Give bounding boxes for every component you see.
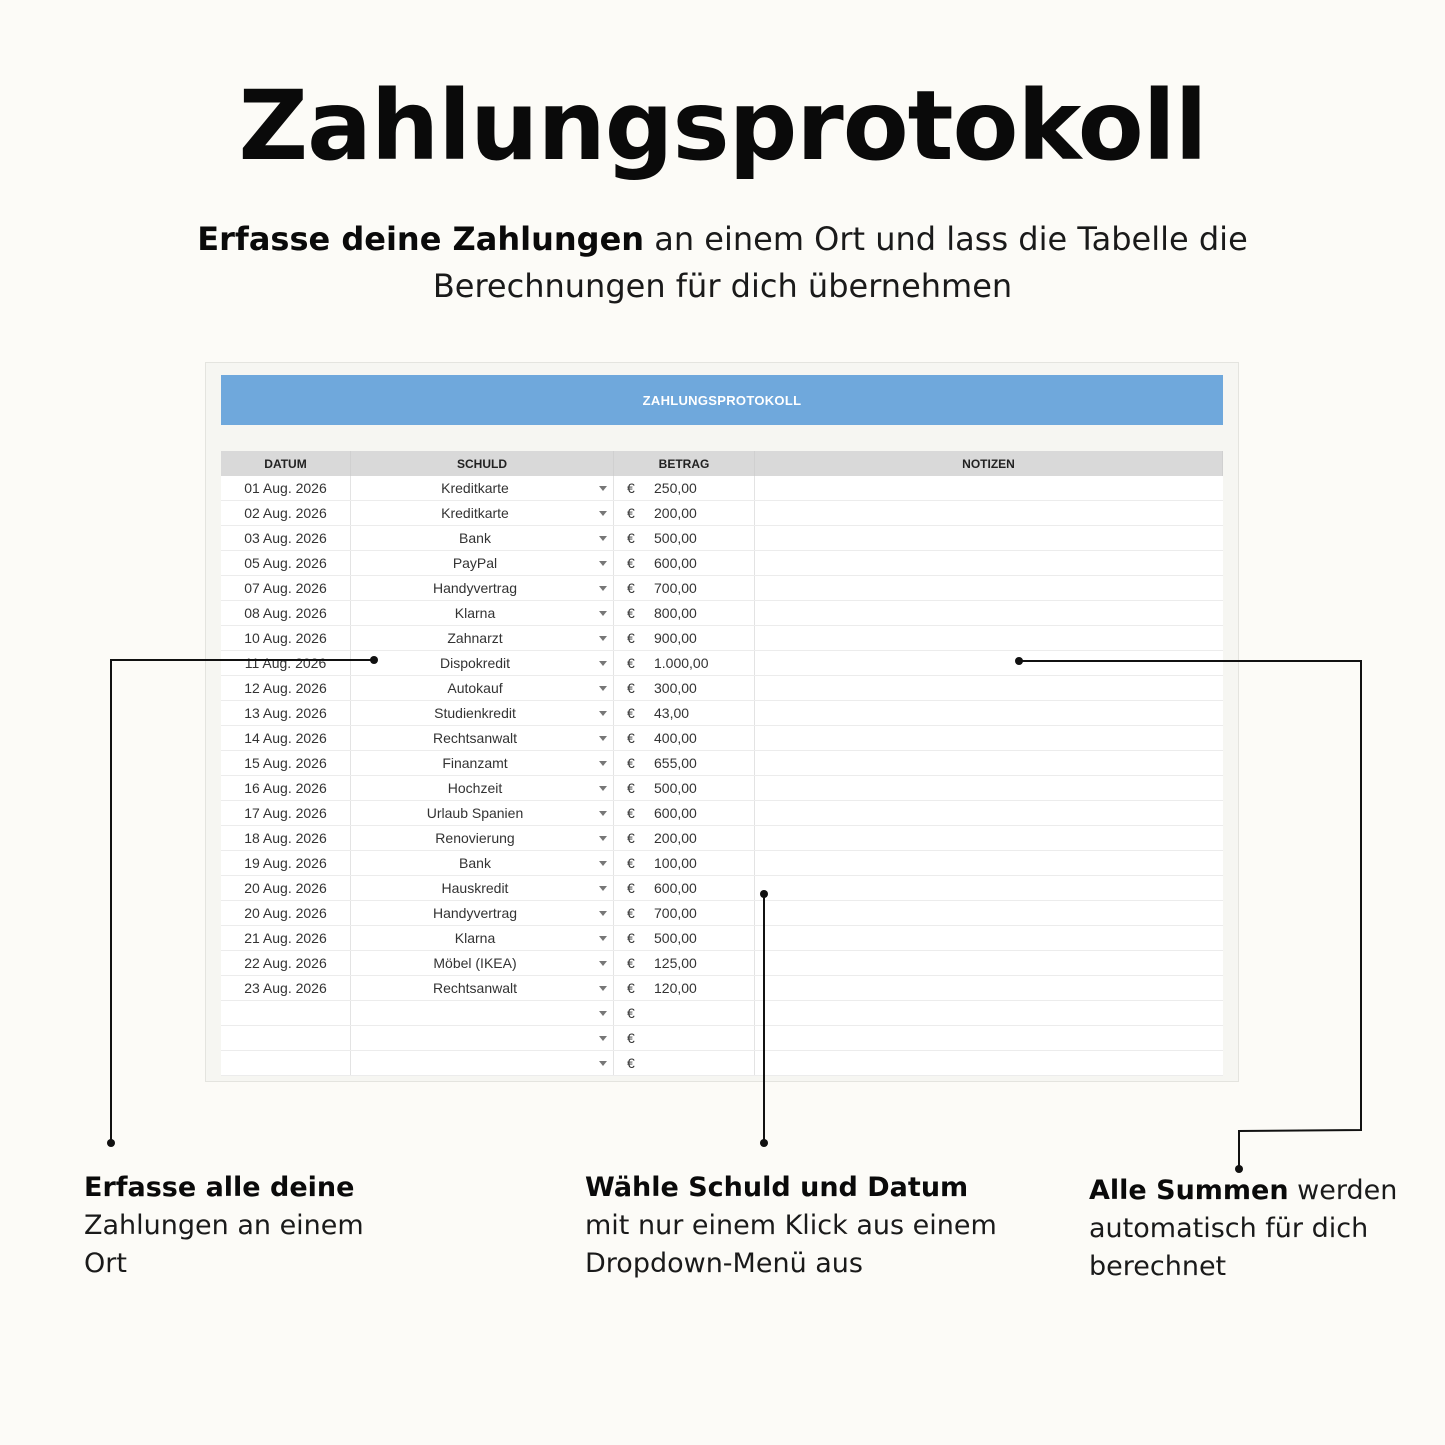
amount-value: 300,00 [654,680,697,696]
date-cell[interactable]: 16 Aug. 2026 [221,776,351,800]
debt-value: Hochzeit [447,780,503,796]
dropdown-arrow-icon[interactable] [599,811,607,816]
currency-symbol: € [627,930,635,946]
table-row [221,751,1223,776]
amount-value: 700,00 [654,905,697,921]
amount-cell[interactable] [614,926,755,950]
dropdown-arrow-icon[interactable] [599,911,607,916]
amount-value: 100,00 [654,855,697,871]
debt-dropdown[interactable] [351,776,614,800]
column-header-date[interactable]: DATUM [221,451,351,476]
amount-value: 500,00 [654,780,697,796]
subtitle-text: an einem Ort und lass die Tabelle die Berechnungen für dich übernehmen [432,220,1248,305]
debt-value: Urlaub Spanien [426,805,524,821]
dropdown-arrow-icon[interactable] [599,611,607,616]
table-row [221,626,1223,651]
date-cell[interactable]: 20 Aug. 2026 [221,901,351,925]
currency-symbol: € [627,730,635,746]
page-subtitle [150,216,1295,310]
debt-value: Finanzamt [442,755,508,771]
date-cell[interactable]: 23 Aug. 2026 [221,976,351,1000]
notes-cell[interactable] [755,1026,1223,1050]
debt-dropdown[interactable] [351,576,614,600]
amount-value: 600,00 [654,880,697,896]
subtitle-bold: Erfasse deine Zahlungen [197,220,645,258]
notes-cell[interactable] [755,601,1223,625]
table-body [221,476,1223,1076]
table-row [221,776,1223,801]
dropdown-arrow-icon[interactable] [599,536,607,541]
currency-symbol: € [627,505,635,521]
table-row [221,651,1223,676]
currency-symbol: € [627,905,635,921]
callout-right [1089,1172,1419,1286]
dropdown-arrow-icon[interactable] [599,936,607,941]
currency-symbol: € [627,805,635,821]
table-row [221,576,1223,601]
debt-value: Autokauf [447,680,503,696]
dropdown-arrow-icon[interactable] [599,886,607,891]
debt-dropdown[interactable] [351,701,614,725]
notes-cell[interactable] [755,876,1223,900]
dropdown-arrow-icon[interactable] [599,686,607,691]
date-cell[interactable]: 10 Aug. 2026 [221,626,351,650]
debt-value: Kreditkarte [441,505,509,521]
dropdown-arrow-icon[interactable] [599,636,607,641]
connector-dot [107,1139,115,1147]
amount-cell[interactable] [614,751,755,775]
debt-value: Bank [459,530,491,546]
date-cell[interactable]: 02 Aug. 2026 [221,501,351,525]
debt-dropdown[interactable] [351,826,614,850]
amount-cell[interactable] [614,476,755,500]
dropdown-arrow-icon[interactable] [599,786,607,791]
table-row [221,501,1223,526]
table-row [221,726,1223,751]
callout-left-text: Zahlungen an einem Ort [84,1210,364,1279]
amount-cell[interactable] [614,601,755,625]
debt-value: PayPal [452,555,498,571]
debt-value: Handyvertrag [432,905,518,921]
notes-cell[interactable] [755,826,1223,850]
notes-cell[interactable] [755,926,1223,950]
currency-symbol: € [627,980,635,996]
currency-symbol: € [627,880,635,896]
table-row [221,601,1223,626]
currency-symbol: € [627,830,635,846]
date-cell[interactable]: 19 Aug. 2026 [221,851,351,875]
sheet-banner: ZAHLUNGSPROTOKOLL [221,375,1223,425]
currency-symbol: € [627,530,635,546]
table-row [221,676,1223,701]
debt-dropdown[interactable] [351,851,614,875]
table-row [221,526,1223,551]
date-cell[interactable]: 20 Aug. 2026 [221,876,351,900]
date-cell[interactable]: 15 Aug. 2026 [221,751,351,775]
spreadsheet-preview [205,362,1239,1082]
amount-cell[interactable] [614,851,755,875]
notes-cell[interactable] [755,901,1223,925]
date-cell[interactable] [221,1001,351,1025]
amount-cell[interactable] [614,726,755,750]
notes-cell[interactable] [755,951,1223,975]
debt-dropdown[interactable] [351,676,614,700]
notes-cell[interactable] [755,626,1223,650]
notes-cell[interactable] [755,651,1223,675]
notes-cell[interactable] [755,676,1223,700]
dropdown-arrow-icon[interactable] [599,961,607,966]
amount-cell[interactable] [614,676,755,700]
amount-value: 500,00 [654,930,697,946]
amount-value: 200,00 [654,830,697,846]
currency-symbol: € [627,755,635,771]
table-row [221,551,1223,576]
amount-cell[interactable] [614,976,755,1000]
notes-cell[interactable] [755,501,1223,525]
debt-dropdown[interactable] [351,726,614,750]
debt-value: Handyvertrag [432,580,518,596]
debt-dropdown[interactable] [351,1001,614,1025]
debt-dropdown[interactable] [351,926,614,950]
currency-symbol: € [627,580,635,596]
callout-right-bold: Alle Summen [1089,1175,1289,1206]
notes-cell[interactable] [755,851,1223,875]
amount-value: 600,00 [654,555,697,571]
callout-left [84,1169,384,1283]
date-cell[interactable]: 17 Aug. 2026 [221,801,351,825]
connector-dot [760,1139,768,1147]
currency-symbol: € [627,655,635,671]
currency-symbol: € [627,780,635,796]
debt-value: Klarna [454,930,496,946]
debt-value: Rechtsanwalt [432,730,518,746]
debt-value: Hauskredit [441,880,509,896]
debt-dropdown[interactable] [351,476,614,500]
callout-left-bold: Erfasse alle deine [84,1172,355,1203]
column-header-debt[interactable]: SCHULD [351,451,614,476]
date-cell[interactable]: 11 Aug. 2026 [221,651,351,675]
amount-cell[interactable] [614,551,755,575]
date-cell[interactable]: 14 Aug. 2026 [221,726,351,750]
currency-symbol: € [627,605,635,621]
amount-cell[interactable] [614,801,755,825]
dropdown-arrow-icon[interactable] [599,661,607,666]
dropdown-arrow-icon[interactable] [599,986,607,991]
table-row [221,876,1223,901]
amount-cell[interactable] [614,826,755,850]
callout-middle [585,1169,1005,1283]
table-row [221,826,1223,851]
amount-value: 600,00 [654,805,697,821]
debt-value: Klarna [454,605,496,621]
amount-value: 700,00 [654,580,697,596]
date-cell[interactable]: 13 Aug. 2026 [221,701,351,725]
debt-value: Studienkredit [434,705,516,721]
amount-value: 800,00 [654,605,697,621]
dropdown-arrow-icon[interactable] [599,711,607,716]
debt-dropdown[interactable] [351,901,614,925]
column-header-notes[interactable]: NOTIZEN [755,451,1223,476]
currency-symbol: € [627,630,635,646]
dropdown-arrow-icon[interactable] [599,861,607,866]
table-row [221,951,1223,976]
amount-cell[interactable] [614,701,755,725]
payment-table [221,451,1223,1076]
debt-dropdown[interactable] [351,551,614,575]
amount-value: 120,00 [654,980,697,996]
debt-dropdown[interactable] [351,801,614,825]
date-cell[interactable]: 12 Aug. 2026 [221,676,351,700]
date-cell[interactable]: 07 Aug. 2026 [221,576,351,600]
notes-cell[interactable] [755,751,1223,775]
table-row [221,1001,1223,1026]
debt-dropdown[interactable] [351,876,614,900]
page-title: Zahlungsprotokoll [238,70,1207,182]
amount-value: 43,00 [654,705,690,721]
date-cell[interactable]: 22 Aug. 2026 [221,951,351,975]
dropdown-arrow-icon[interactable] [599,1011,607,1016]
debt-dropdown[interactable] [351,1026,614,1050]
debt-value: Rechtsanwalt [432,980,518,996]
amount-value: 400,00 [654,730,697,746]
dropdown-arrow-icon[interactable] [599,511,607,516]
currency-symbol: € [627,855,635,871]
notes-cell[interactable] [755,576,1223,600]
dropdown-arrow-icon[interactable] [599,736,607,741]
callout-right-text: werden automatisch für dich berechnet [1089,1175,1398,1282]
amount-cell[interactable] [614,901,755,925]
table-row [221,926,1223,951]
notes-cell[interactable] [755,726,1223,750]
debt-value: Zahnarzt [447,630,503,646]
amount-value: 250,00 [654,480,697,496]
dropdown-arrow-icon[interactable] [599,561,607,566]
debt-dropdown[interactable] [351,626,614,650]
table-row [221,851,1223,876]
currency-symbol: € [627,1030,635,1046]
notes-cell[interactable] [755,476,1223,500]
date-cell[interactable] [221,1026,351,1050]
dropdown-arrow-icon[interactable] [599,761,607,766]
date-cell[interactable]: 18 Aug. 2026 [221,826,351,850]
amount-cell[interactable] [614,1051,755,1075]
table-row [221,1051,1223,1076]
notes-cell[interactable] [755,551,1223,575]
debt-dropdown[interactable] [351,751,614,775]
table-row [221,901,1223,926]
amount-cell[interactable] [614,501,755,525]
currency-symbol: € [627,1005,635,1021]
date-cell[interactable]: 05 Aug. 2026 [221,551,351,575]
amount-value: 655,00 [654,755,697,771]
table-row [221,476,1223,501]
date-cell[interactable]: 08 Aug. 2026 [221,601,351,625]
amount-value: 500,00 [654,530,697,546]
debt-value: Kreditkarte [441,480,509,496]
debt-dropdown[interactable] [351,1051,614,1075]
notes-cell[interactable] [755,776,1223,800]
date-cell[interactable] [221,1051,351,1075]
debt-value: Renovierung [435,830,515,846]
amount-cell[interactable] [614,651,755,675]
amount-cell[interactable] [614,526,755,550]
notes-cell[interactable] [755,976,1223,1000]
debt-value: Möbel (IKEA) [433,955,517,971]
dropdown-arrow-icon[interactable] [599,586,607,591]
debt-dropdown[interactable] [351,651,614,675]
currency-symbol: € [627,555,635,571]
amount-value: 900,00 [654,630,697,646]
amount-cell[interactable] [614,1026,755,1050]
amount-cell[interactable] [614,576,755,600]
amount-cell[interactable] [614,876,755,900]
amount-value: 125,00 [654,955,697,971]
date-cell[interactable]: 21 Aug. 2026 [221,926,351,950]
currency-symbol: € [627,680,635,696]
table-row [221,701,1223,726]
debt-dropdown[interactable] [351,526,614,550]
dropdown-arrow-icon[interactable] [599,1061,607,1066]
amount-cell[interactable] [614,951,755,975]
callout-middle-bold: Wähle Schuld und Datum [585,1172,969,1203]
notes-cell[interactable] [755,701,1223,725]
debt-dropdown[interactable] [351,601,614,625]
callout-middle-text: mit nur einem Klick aus einem Dropdown-Menü aus [585,1210,997,1279]
debt-dropdown[interactable] [351,976,614,1000]
notes-cell[interactable] [755,1051,1223,1075]
dropdown-arrow-icon[interactable] [599,486,607,491]
notes-cell[interactable] [755,526,1223,550]
debt-value: Bank [459,855,491,871]
notes-cell[interactable] [755,1001,1223,1025]
debt-dropdown[interactable] [351,501,614,525]
currency-symbol: € [627,955,635,971]
table-header-row [221,451,1223,476]
table-row [221,801,1223,826]
amount-cell[interactable] [614,776,755,800]
date-cell[interactable]: 01 Aug. 2026 [221,476,351,500]
notes-cell[interactable] [755,801,1223,825]
column-header-amount[interactable]: BETRAG [614,451,755,476]
amount-cell[interactable] [614,626,755,650]
table-row [221,976,1223,1001]
dropdown-arrow-icon[interactable] [599,1036,607,1041]
table-row [221,1026,1223,1051]
amount-cell[interactable] [614,1001,755,1025]
currency-symbol: € [627,705,635,721]
currency-symbol: € [627,1055,635,1071]
debt-value: Dispokredit [439,655,511,671]
currency-symbol: € [627,480,635,496]
debt-dropdown[interactable] [351,951,614,975]
amount-value: 1.000,00 [654,655,709,671]
dropdown-arrow-icon[interactable] [599,836,607,841]
date-cell[interactable]: 03 Aug. 2026 [221,526,351,550]
amount-value: 200,00 [654,505,697,521]
